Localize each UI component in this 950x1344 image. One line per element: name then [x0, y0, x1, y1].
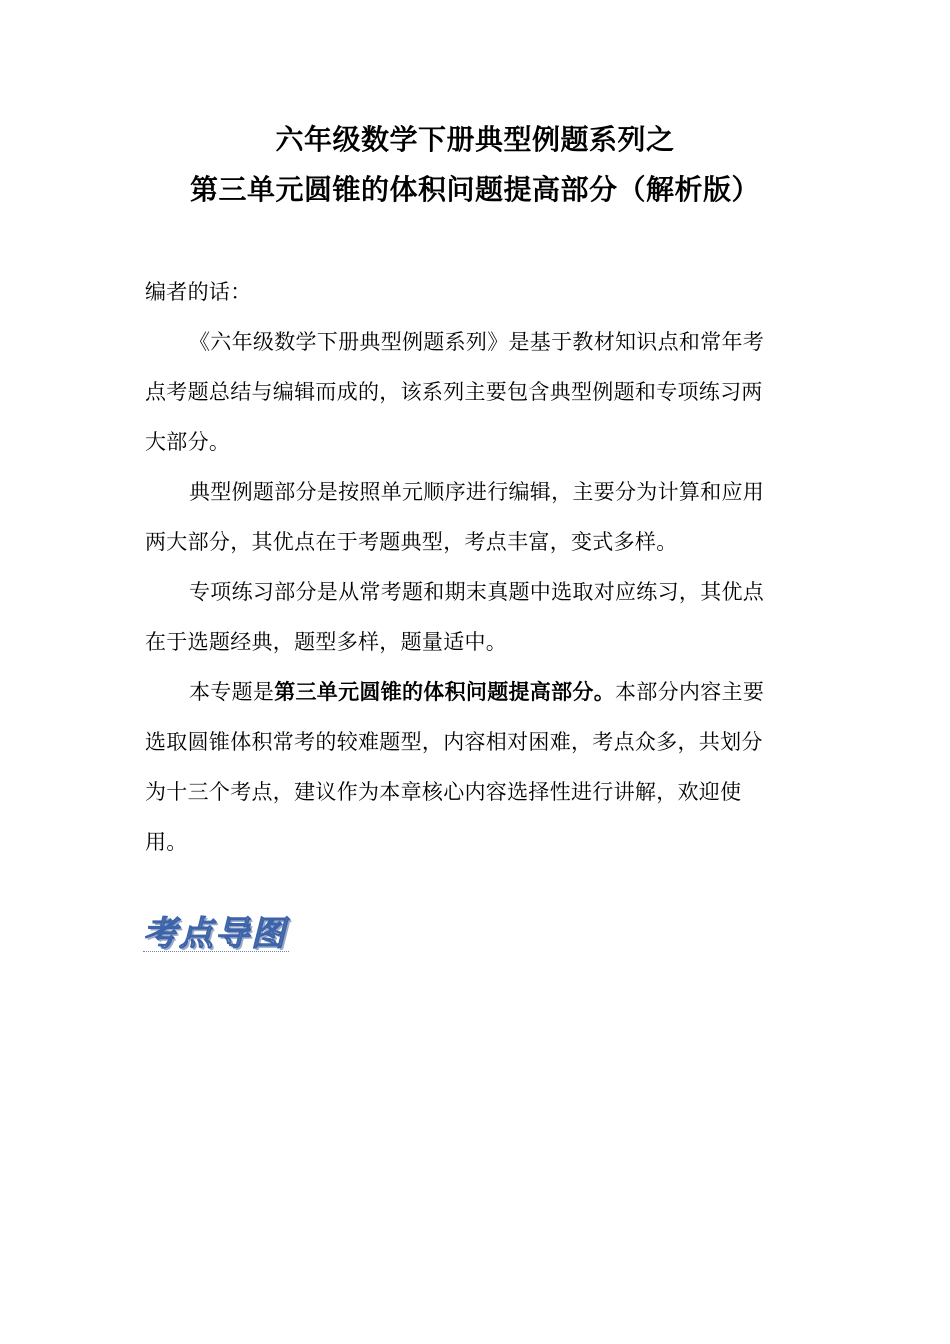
intro-paragraph-4-suffix: 本部分内容主要 [615, 680, 765, 704]
intro-paragraph-4-prefix: 本专题是 [189, 680, 275, 704]
intro-paragraph-1-line-2: 点考题总结与编辑而成的，该系列主要包含典型例题和专项练习两 [145, 380, 763, 404]
intro-paragraph-1-line-3: 大部分。 [145, 430, 231, 454]
concept-map-heading-underline [143, 951, 289, 952]
intro-paragraph-3-line-2: 在于选题经典，题型多样，题量适中。 [145, 630, 508, 654]
intro-paragraph-4-line-2: 选取圆锥体积常考的较难题型，内容相对困难，考点众多，共划分 [145, 730, 763, 754]
document-title-line-1: 六年级数学下册典型例题系列之 [275, 123, 675, 156]
intro-paragraph-4-topic: 第三单元圆锥的体积问题提高部分。 [274, 680, 616, 704]
editor-note-label-text: 编者的话： [145, 280, 252, 304]
intro-paragraph-4 [145, 667, 805, 867]
intro-paragraph-2 [145, 467, 805, 567]
document-title-line-2: 第三单元圆锥的体积问题提高部分（解析版） [189, 173, 760, 206]
intro-paragraph-1-line-1: 《六年级数学下册典型例题系列》是基于教材知识点和常年考 [189, 330, 765, 354]
intro-paragraph-3 [145, 567, 805, 667]
concept-map-heading: 考点导图 [143, 914, 287, 954]
intro-paragraph-4-line-1 [145, 667, 805, 717]
intro-paragraph-1 [145, 317, 805, 467]
intro-paragraph-3-line-1: 专项练习部分是从常考题和期末真题中选取对应练习，其优点 [189, 580, 765, 604]
editor-note-label [145, 267, 805, 317]
intro-paragraph-4-line-3: 为十三个考点，建议作为本章核心内容选择性进行讲解，欢迎使 [145, 780, 742, 804]
intro-paragraph-2-line-2: 两大部分，其优点在于考题典型，考点丰富，变式多样。 [145, 530, 678, 554]
intro-paragraph-4-line-4: 用。 [145, 830, 188, 854]
intro-paragraph-2-line-1: 典型例题部分是按照单元顺序进行编辑，主要分为计算和应用 [189, 480, 765, 504]
